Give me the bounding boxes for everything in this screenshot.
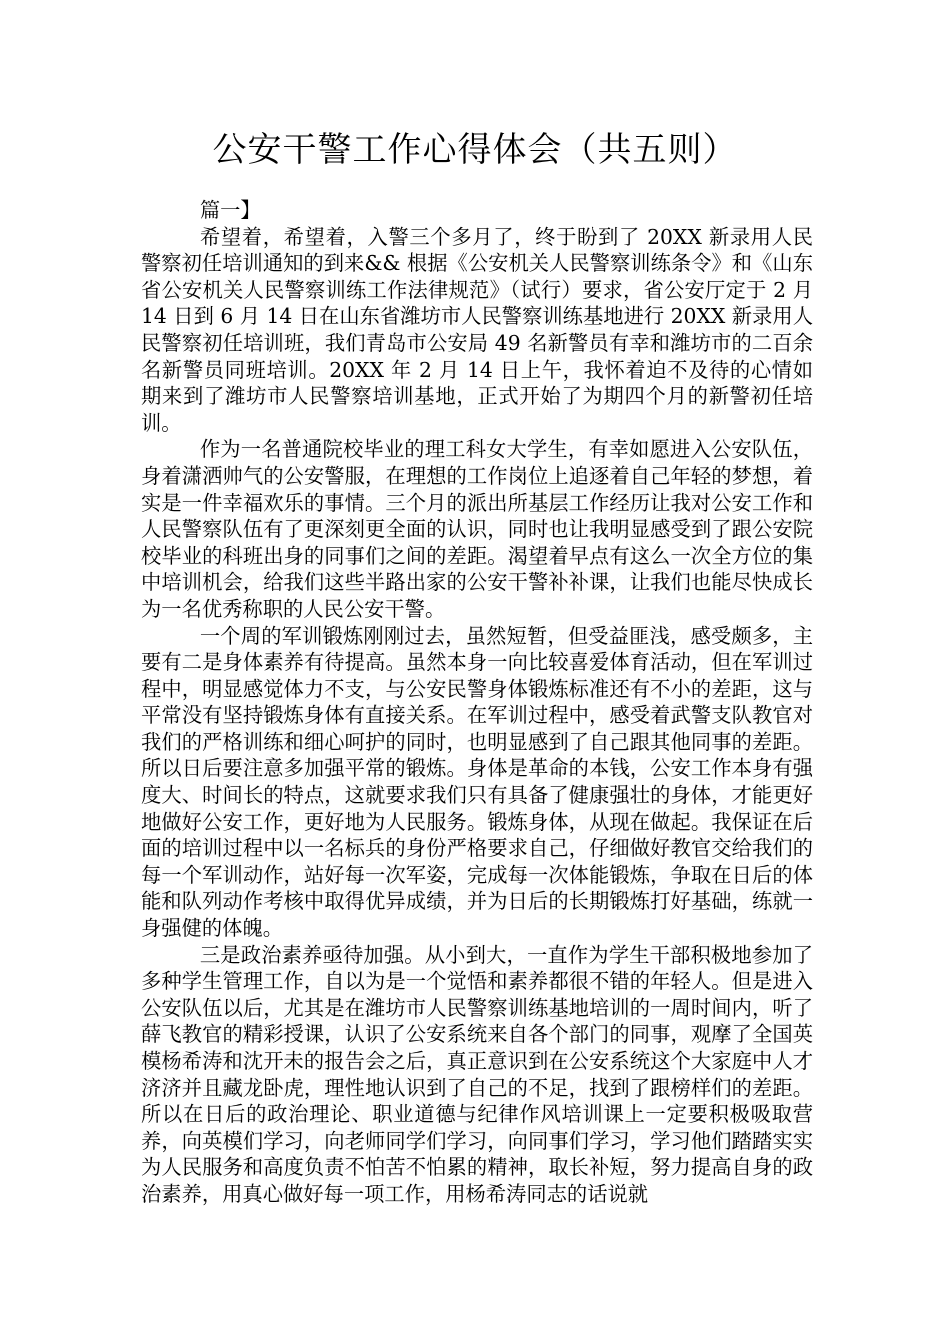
paragraph: 三是政治素养亟待加强。从小到大，一直作为学生干部积极地参加了多种学生管理工作，自以为是一个觉悟和素养都很不错的年轻人。但是进入公安队伍以后，尤其是在潍坊市人民警察训练基地培训的一周时间内，听了薛飞教官的精彩授课，认识了公安系统来自各个部门的同事，观摩了全国英模杨希涛和沈开未的报告会之后，真正意识到在公安系统这个大家庭中人才济济并且藏龙卧虎，理性地认识到了自己的不足，找到了跟榜样们的差距。所以在日后的政治理论、职业道德与纪律作风培训课上一定要积极吸取营养，向英模们学习，向老师同学们学习，向同事们学习，学习他们踏踏实实为人民服务和高度负责不怕苦不怕累的精神，取长补短，努力提高自身的政治素养，用真心做好每一项工作，用杨希涛同志的话说就 (141, 942, 813, 1206)
document-title: 公安干警工作心得体会（共五则） (212, 130, 738, 170)
document-body (141, 197, 813, 1208)
paragraph: 希望着，希望着，入警三个多月了，终于盼到了 20XX 新录用人民警察初任培训通知的到来&& 根据《公安机关人民警察训练条令》和《山东省公安机关人民警察训练工作法律规范》（试行）要求，省公安厅定于 2 月 14 日到 6 月 14 日在山东省潍坊市人民警察训练基地进行 20XX 新录用人民警察初任培训班，我们青岛市公安局 49 名新警员有幸和潍坊市的二百余名新警员同班培训。20XX 年 2 月 14 日上午，我怀着迫不及待的心情如期来到了潍坊市人民警察培训基地，正式开始了为期四个月的新警初任培训。 (141, 224, 813, 435)
paragraph: 一个周的军训锻炼刚刚过去，虽然短暂，但受益匪浅，感受颇多，主要有二是身体素养有待提高。虽然本身一向比较喜爱体育活动，但在军训过程中，明显感觉体力不支，与公安民警身体锻炼标准还有不小的差距，这与平常没有坚持锻炼身体有直接关系。在军训过程中，感受着武警支队教官对我们的严格训练和细心呵护的同时，也明显感到了自己跟其他同事的差距。所以日后要注意多加强平常的锻炼。身体是革命的本钱，公安工作本身有强度大、时间长的特点，这就要求我们只有具备了健康强壮的身体，才能更好地做好公安工作，更好地为人民服务。锻炼身体，从现在做起。我保证在后面的培训过程中以一名标兵的身份严格要求自己，仔细做好教官交给我们的每一个军训动作，站好每一次军姿，完成每一次体能锻炼，争取在日后的体能和队列动作考核中取得优异成绩，并为日后的长期锻炼打好基础，练就一身强健的体魄。 (141, 623, 813, 941)
section-heading: 篇一】 (199, 198, 261, 222)
paragraph: 作为一名普通院校毕业的理工科女大学生，有幸如愿进入公安队伍，身着潇洒帅气的公安警服，在理想的工作岗位上追逐着自己年轻的梦想，着实是一件幸福欢乐的事情。三个月的派出所基层工作经历让我对公安工作和人民警察队伍有了更深刻更全面的认识，同时也让我明显感受到了跟公安院校毕业的科班出身的同事们之间的差距。渴望着早点有这么一次全方位的集中培训机会，给我们这些半路出家的公安干警补补课，让我们也能尽快成长为一名优秀称职的人民公安干警。 (141, 437, 813, 621)
